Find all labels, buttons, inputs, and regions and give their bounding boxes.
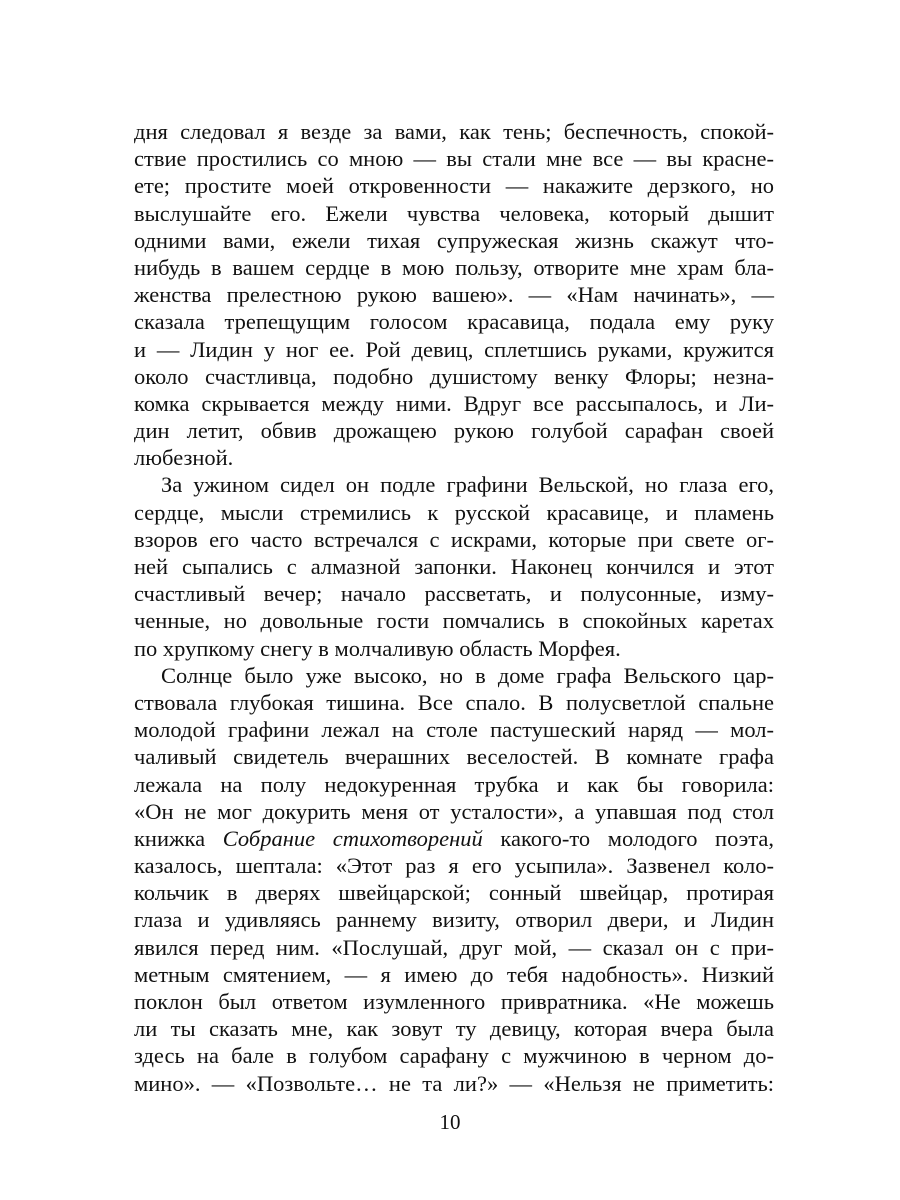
paragraph bbox=[134, 662, 774, 1097]
text-line: по хрупкому снегу в молчаливую область Морфея. bbox=[134, 635, 621, 661]
text-line: молодой графини лежал на столе пастушеский наряд — мол- bbox=[134, 717, 774, 743]
text-line: чаливый свидетель вчерашних веселостей. В комнате графа bbox=[134, 744, 774, 770]
text-line: любезной. bbox=[134, 445, 234, 471]
text-line: счастливый вечер; начало рассветать, и полусонные, изму- bbox=[134, 581, 774, 607]
paragraph bbox=[134, 471, 774, 661]
text-line: кольчик в дверях швейцарской; сонный швейцар, протирая bbox=[134, 880, 774, 906]
text-line: глаза и удивляясь раннему визиту, отворил двери, и Лидин bbox=[134, 907, 774, 933]
text-line: мино». — «Позвольте… не та ли?» — «Нельзя не приметить: bbox=[134, 1070, 774, 1096]
text-line: ете; простите моей откровенности — накажите дерзкого, но bbox=[134, 173, 774, 199]
text-line: метным смятением, — я имею до тебя надобность». Низкий bbox=[134, 961, 774, 987]
page-number: 10 bbox=[439, 1110, 461, 1134]
text-line: и — Лидин у ног ее. Рой девиц, сплетшись руками, кружится bbox=[134, 336, 774, 362]
text-line: сказала трепещущим голосом красавица, подала ему руку bbox=[134, 309, 774, 335]
text-line: комка скрывается между ними. Вдруг все рассыпалось, и Ли- bbox=[134, 390, 774, 416]
text-line: ствие простились со мною — вы стали мне все — вы красне- bbox=[134, 146, 774, 172]
text-line: выслушайте его. Ежели чувства человека, который дышит bbox=[134, 200, 774, 226]
paragraph bbox=[134, 118, 774, 471]
text-line: За ужином сидел он подле графини Вельской, но глаза его, bbox=[161, 472, 774, 498]
text-line: женства прелестною рукою вашею». — «Нам начинать», — bbox=[134, 282, 774, 308]
text-line: дин летит, обвив дрожащею рукою голубой сарафан своей bbox=[134, 418, 774, 444]
text-line: ченные, но довольные гости помчались в спокойных каретах bbox=[134, 608, 774, 634]
text-line: одними вами, ежели тихая супружеская жизнь скажут что- bbox=[134, 227, 774, 253]
text-line: нибудь в вашем сердце в мою пользу, отворите мне храм бла- bbox=[134, 254, 774, 280]
text-line: взоров его часто встречался с искрами, которые при свете ог- bbox=[134, 526, 774, 552]
text-line: здесь на бале в голубом сарафану с мужчиною в черном до- bbox=[134, 1043, 774, 1069]
text-line: около счастливца, подобно душистому венку Флоры; незна- bbox=[134, 363, 774, 389]
text-line: поклон был ответом изумленного привратника. «Не можешь bbox=[134, 989, 774, 1014]
text-line: ней сыпались с алмазной запонки. Наконец кончился и этот bbox=[134, 554, 774, 579]
text-line: сердце, мысли стремились к русской красавице, и пламень bbox=[134, 499, 774, 525]
text-line: ствовала глубокая тишина. Все спало. В полусветлой спальне bbox=[134, 689, 774, 715]
text-line: ли ты сказать мне, как зовут ту девицу, которая вчера была bbox=[134, 1016, 774, 1042]
text-line: Солнце было уже высоко, но в доме графа Вельского цар- bbox=[161, 662, 774, 688]
text-line: «Он не мог докурить меня от усталости», а упавшая под стол bbox=[134, 798, 774, 824]
text-line: лежала на полу недокуренная трубка и как бы говорила: bbox=[134, 771, 774, 797]
text-line: книжка Собрание стихотворений какого-то молодого поэта, bbox=[134, 825, 774, 851]
text-line: дня следовал я везде за вами, как тень; беспечность, спокой- bbox=[134, 119, 774, 144]
body-text bbox=[134, 118, 774, 1097]
text-line: казалось, шептала: «Этот раз я его усыпила». Зазвенел коло- bbox=[134, 853, 774, 879]
text-line: явился перед ним. «Послушай, друг мой, — сказал он с при- bbox=[134, 934, 774, 960]
